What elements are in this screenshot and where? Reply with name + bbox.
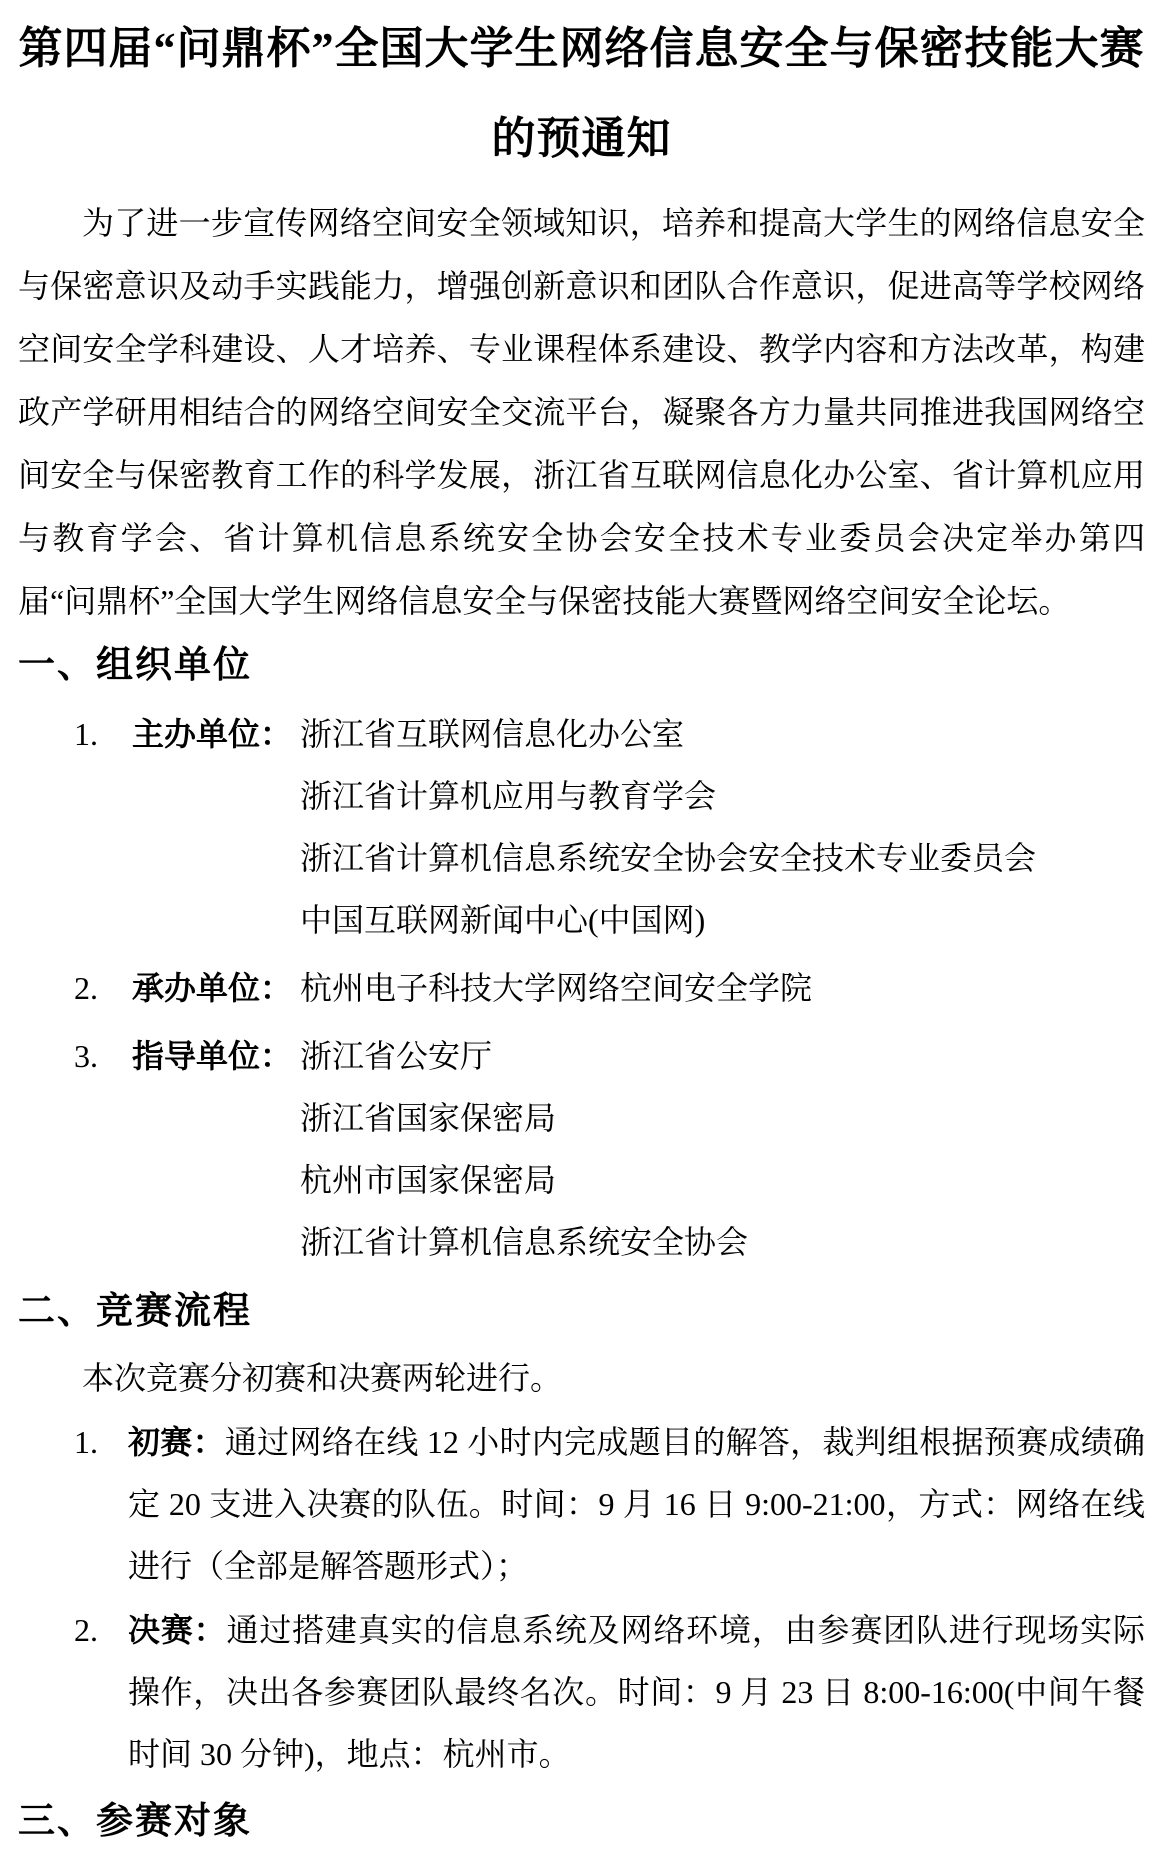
org-name: 中国互联网新闻中心(中国网) [300,902,706,938]
org-name: 杭州市国家保密局 [300,1162,557,1198]
page-title-line1: 第四届“问鼎杯”全国大学生网络信息安全与保密技能大赛 [18,24,1145,73]
org-name: 浙江省计算机信息系统安全协会 [300,1224,749,1260]
list-label: 初赛： [128,1424,225,1460]
intro-paragraph: 为了进一步宣传网络空间安全领域知识，培养和提高大学生的网络信息安全与保密意识及动手实践能力，增强创新意识和团队合作意识，促进高等学校网络空间安全学科建设、人才培养、专业课程体系建设、教学内容和方法改革，构建政产学研用相结合的网络空间安全交流平台，凝聚各方力量共同推进我国网络空间安全与保密教育工作的科学发展，浙江省互联网信息化办公室、省计算机应用与教育学会、省计算机信息系统安全协会安全技术专业委员会决定举办第四届“问鼎杯”全国大学生网络信息安全与保密技能大赛暨网络空间安全论坛。 [18,205,1145,619]
list-label: 主办单位： [132,716,293,752]
flow-item-text: 通过网络在线 12 小时内完成题目的解答，裁判组根据预赛成绩确定 20 支进入决赛的队伍。时间：9 月 16 日 9:00-21:00，方式：网络在线进行（全部是解答题形式）； [128,1424,1145,1584]
org-name: 浙江省公安厅 [300,1038,493,1074]
list-item-undertaker-unit [18,957,1145,1019]
list-number: 1. [74,1424,98,1460]
org-name: 浙江省国家保密局 [300,1100,557,1136]
organizer-list [18,703,1145,1273]
org-name: 浙江省计算机信息系统安全协会安全技术专业委员会 [300,840,1037,876]
list-label: 决赛： [128,1612,227,1648]
list-item-host-unit [18,703,1145,951]
section-heading-competition-flow: 二、竞赛流程 [18,1290,252,1331]
list-number: 3. [74,1038,98,1074]
list-label: 指导单位： [132,1038,293,1074]
flow-item-text: 通过搭建真实的信息系统及网络环境，由参赛团队进行现场实际操作，决出各参赛团队最终名次。时间：9 月 23 日 8:00-16:00(中间午餐时间 30 分钟)，地点：杭州市。 [128,1612,1145,1772]
list-item-guidance-unit [18,1025,1145,1273]
page-title [18,4,1145,184]
org-name: 浙江省计算机应用与教育学会 [300,778,717,814]
org-name: 杭州电子科技大学网络空间安全学院 [300,970,813,1006]
section-heading-participants: 三、参赛对象 [18,1800,252,1841]
section-heading-organizers: 一、组织单位 [18,644,252,685]
list-number: 2. [74,1612,98,1648]
page-title-line2: 的预通知 [491,114,672,163]
list-number: 2. [74,970,98,1006]
flow-intro-paragraph: 本次竞赛分初赛和决赛两轮进行。 [82,1360,563,1396]
list-label: 承办单位： [132,970,293,1006]
list-number: 1. [74,716,98,752]
list-item-preliminary-round [18,1411,1145,1597]
org-name: 浙江省互联网信息化办公室 [300,716,685,752]
list-item-final-round [18,1599,1145,1785]
